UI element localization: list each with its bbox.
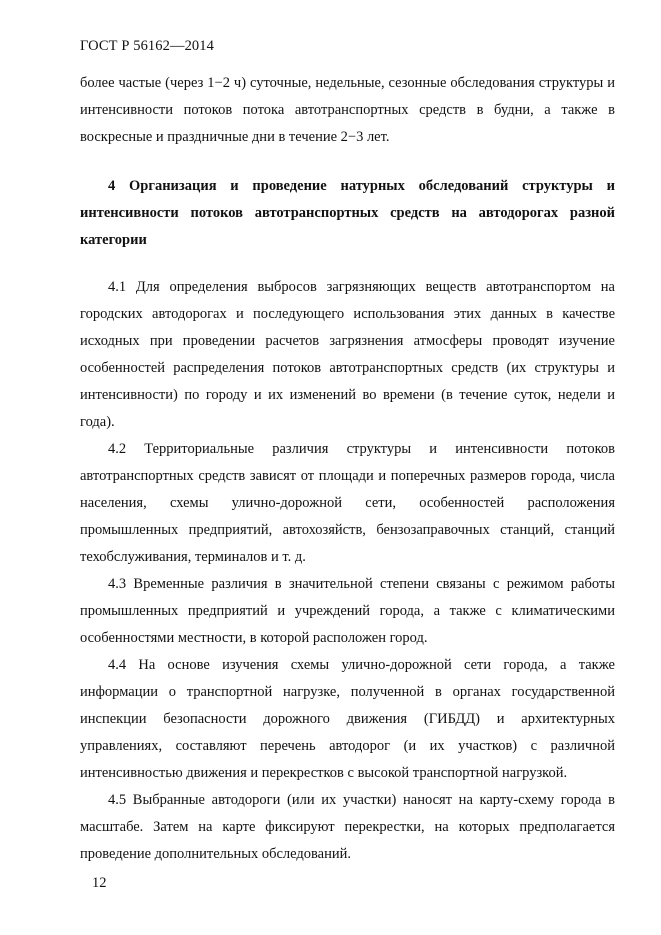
document-header: ГОСТ Р 56162—2014 (80, 38, 214, 54)
paragraph-4-1: 4.1 Для определения выбросов загрязняющих веществ автотранспортом на городских автодорогах и последующего использования этих данных в качестве исходных при проведении расчетов загрязнения атмосферы проводят изучение особенностей распределения потоков автотранспортных средств (их структуры и интенсивности) по городу и их изменений во времени (в течение суток, недели и года). (80, 279, 615, 430)
section-heading: 4 Организация и проведение натурных обследований структуры и интенсивности потоков автотранспортных средств на автодорогах разной категории (80, 178, 615, 248)
document-body (80, 70, 615, 868)
paragraph-4-4: 4.4 На основе изучения схемы улично-дорожной сети города, а также информации о транспортной нагрузке, полученной в органах государственной инспекции безопасности дорожного движения (ГИБДД) и архитектурных управлениях, составляют перечень автодорог (и их участков) с различной интенсивностью движения и перекрестков с высокой транспортной нагрузкой. (80, 657, 615, 781)
paragraph-4-5: 4.5 Выбранные автодороги (или их участки) наносят на карту-схему города в масштабе. Затем на карте фиксируют перекрестки, на которых предполагается проведение дополнительных обследований. (80, 792, 615, 862)
paragraph-4-3: 4.3 Временные различия в значительной степени связаны с режимом работы промышленных предприятий и учреждений города, а также с климатическими особенностями местности, в которой расположен город. (80, 576, 615, 646)
continuation-paragraph: более частые (через 1−2 ч) суточные, недельные, сезонные обследования структуры и интенсивности потоков потока автотранспортных средств в будни, а также в воскресные и праздничные дни в течение 2−3 лет. (80, 75, 615, 145)
page-number: 12 (92, 875, 107, 891)
paragraph-4-2: 4.2 Территориальные различия структуры и интенсивности потоков автотранспортных средств зависят от площади и поперечных размеров города, числа населения, схемы улично-дорожной сети, особенностей расположения промышленных предприятий, автохозяйств, бензозаправочных станций, станций техобслуживания, терминалов и т. д. (80, 441, 615, 565)
